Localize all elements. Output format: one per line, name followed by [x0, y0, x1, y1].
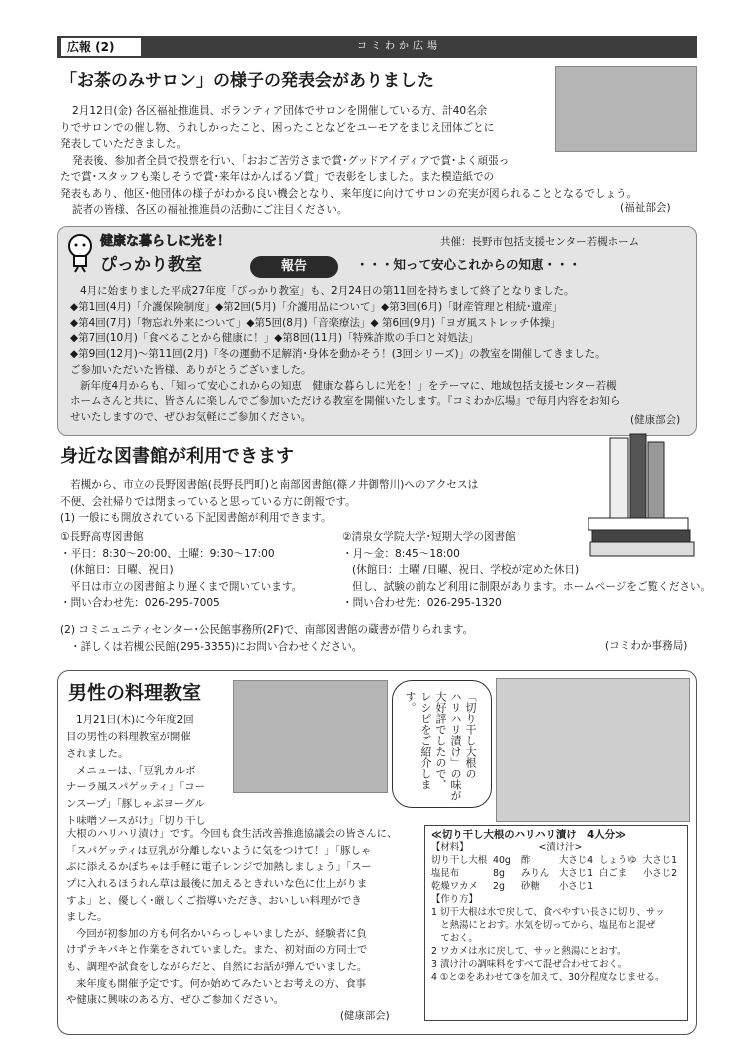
recipe-bubble: [392, 680, 492, 808]
method-steps: 1 切干大根は水で戻して、食べやすい長さに切り、サッ と熱湯にとおす。水気を切ってから、塩昆布と混ぜ ておく。 2 ワカメは水に戻して、サッと熱湯にとおす。 3 漬け汁の調味料をすべて混ぜ合わせておく。 4 ①と②をあわせて③を加えて、30分程度なじませる。: [431, 907, 665, 984]
cooking-intro: 1月21日(木)に今年度2回 目の男性の料理教室が開催 されました。 メニューは、「豆乳カルボ ナーラ風スパゲッティ」「コー ンスープ」「豚しゃぶヨーグル ト味噌ソースがけ」「切り干し: [66, 714, 206, 828]
cooking-photo: [233, 680, 388, 793]
cooking-credit: (健康部会): [340, 1010, 390, 1022]
pikkari-credit: (健康部会): [630, 414, 681, 426]
marinade-heading: <漬け汁>: [538, 842, 583, 854]
newsletter-title: コミわか広場: [357, 41, 441, 52]
ingredient-row: 切り干し大根 40g 酢 大さじ4 しょうゆ 大さじ1: [431, 855, 678, 867]
page-header: [57, 36, 697, 58]
recipe-card: [424, 825, 688, 1021]
lightbulb-icon: [65, 232, 95, 278]
cooking-body: 大根のハリハリ漬け」です。今回も食生活改善推進協議会の皆さんに、 「スパゲッティは豆乳が分離しないように気をつけて！」「豚しゃ ぶに添えるかぼちゃは手軽に電子レンジで加熱しましょう」「スー プに入れるほうれん草は最後に加えるときれいな色に仕上がりま すよ」と、優しく･厳しくご指導いただき、おいしい料理ができ ました。 今回が初参加の方も何名かいらっしゃいましたが、経験者に負 けずテキパキと作業をされていました。また、初対面の方同士で も、調理や試食をしながらだと、自然にお話が弾んでいました。 来年度も開催予定です。何か始めてみたいとお考えの方、食事 や健康に興味のある方、ぜひご参加ください。: [66, 828, 398, 1007]
library-2: ②清泉女学院大学･短期大学の図書館 ・月～金：8:45～18:00 (休館日：土曜 /日曜、祝日、学校が定めた休日) 但し、試験の前など利用に制限があります。ホームページをご覧ください。 ・問い合わせ先：026-295-1320: [342, 531, 712, 610]
ingredient-row: 塩昆布 8g みりん 大さじ1 白ごま 小さじ2: [431, 868, 678, 880]
report-badge: 報告: [250, 256, 338, 278]
library-1: ①長野高専図書館 ・平日：8:30～20:00、土曜：9:30～17:00 (休館日：日曜、祝日) 平日は市立の図書館より遅くまで開いています。 ・問い合わせ先：026-295-7005: [60, 531, 303, 610]
sponsor: 共催：長野市包括支援センター若槻ホーム: [440, 236, 640, 248]
cooking-title: 男性の料理教室: [68, 682, 202, 704]
dishes-photo: [496, 678, 690, 822]
pikkari-subtitle: ・・・知って安心これからの知恵・・・: [356, 257, 582, 272]
method-heading: 【作り方】: [431, 894, 478, 906]
pikkari-body: 4月に始まりました平成27年度「ぴっかり教室」も、2月24日の第11回を持ちまして終了となりました。 ◆第1回(4月)「介護保険制度」◆第2回(5月)「介護用品について」◆第3回(6月)「財産管理と相続･遺産」 ◆第4回(7月)「物忘れ外来について」◆第5回(8月)「音楽療法」◆ 第6回(9月)「ヨガ風ストレッチ体操」 ◆第7回(10月)「食べることから健康に！」◆第8回(11月)「特殊詐欺の手口と対処法」 ◆第9回(12月)～第11回(2月)「冬の運動不足解消･身体を動かそう！(3回シリーズ)」の教室を開催してきました。 ご参加いただいた皆様、ありがとうございました。 新年度4月からも、「知って安心これからの知恵 健康な暮らしに光を！」をテーマに、地域包括支援センター若槻 ホームさんと共に、皆さんに楽しんでご参加いただける教室を開催いたします。『コミわか広場』で毎月内容をお知ら せいたしますので、ぜひお気軽にご参加ください。: [70, 285, 621, 423]
library-note: (2) コミニュニティセンター･公民館事務所(2F)で、南部図書館の蔵書が借りられます。 ・詳しくは若槻公民館(295-3355)にお問い合わせください。: [60, 624, 474, 653]
bubble-text: 「切り干し大根の ハリハリ漬け」の味が 大好評でしたので、 レシピをご紹介します。: [404, 691, 477, 801]
library-intro: 若槻から、市立の長野図書館(長野長門町)と南部図書館(篠ノ井御幣川)へのアクセスは 不便、会社帰りでは閉まっていると思っている方に朗報です。 (1) 一般にも開放されている下記図書館が利用できます。: [60, 479, 479, 525]
salon-credit: (福祉部会): [620, 202, 671, 214]
pikkari-title: ぴっかり教室: [100, 255, 202, 275]
library-title: 身近な図書館が利用できます: [60, 446, 294, 467]
recipe-title: ≪切り干し大根のハリハリ漬け 4人分≫: [431, 829, 626, 841]
library-credit: (コミわか事務局): [605, 640, 688, 652]
pikkari-tagline: 健康な暮らしに光を！: [100, 234, 231, 249]
ingredient-table: [431, 855, 681, 894]
ingredient-row: 乾燥ワカメ 2g 砂糖 小さじ1: [431, 881, 594, 893]
salon-body: 2月12日(金) 各区福祉推進員、ボランティア団体でサロンを開催している方、計40名余 りでサロンでの催し物、うれしかったこと、困ったことなどをユーモアをまじえ団体ごとに 発表していただきました。 発表後、参加者全員で投票を行い、「おおご苦労さまで賞･グッドアイディアで賞･よく頑張っ たで賞･スタッフも楽しそうで賞･来年はかんばるゾ賞」で表彰をしました。また模造紙での 発表もあり、他区･他団体の様子がわかる良い機会となり、来年度に向けてサロンの充実が図られることとなるでしょう。 読者の皆様、各区の福祉推進員の活動にご注目ください。: [60, 105, 638, 217]
salon-title: 「お茶のみサロン」の様子の発表会がありました: [60, 71, 434, 91]
ingredients-heading: 【材料】: [431, 842, 469, 854]
page-number: 広報 (2): [61, 38, 141, 56]
